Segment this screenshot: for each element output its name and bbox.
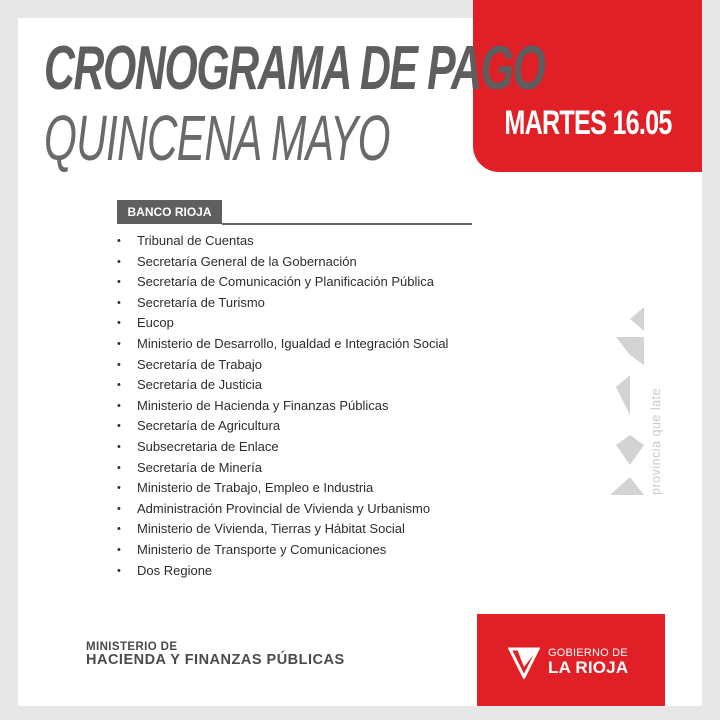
- entity-list-item: [116, 231, 448, 252]
- gobierno-emblem-icon: [508, 643, 540, 679]
- bullet-icon: •: [117, 276, 121, 289]
- bullet-icon: •: [117, 337, 121, 350]
- entity-list-item: [116, 313, 448, 334]
- entity-list-item: [116, 252, 448, 273]
- bullet-icon: •: [117, 255, 121, 268]
- bullet-icon: •: [117, 502, 121, 515]
- bullet-icon: •: [117, 440, 121, 453]
- gov-wordmark: [548, 647, 628, 678]
- entity-name: Ministerio de Desarrollo, Igualdad e Integración Social: [137, 335, 449, 351]
- entity-name: Dos Regione: [137, 562, 213, 578]
- entity-name: Ministerio de Trabajo, Empleo e Industria: [137, 480, 374, 496]
- entity-list-item: [116, 355, 448, 376]
- entity-list-item: [116, 293, 448, 314]
- entity-list-item: [116, 437, 448, 458]
- bullet-icon: •: [117, 358, 121, 371]
- entity-list: [116, 231, 448, 581]
- entity-name: Secretaría General de la Gobernación: [137, 253, 357, 269]
- entity-list-item: [116, 396, 448, 417]
- entity-list-item: [116, 499, 448, 520]
- title-main: CRONOGRAMA DE PAGO: [44, 34, 545, 103]
- bullet-icon: •: [117, 564, 121, 577]
- gov-line1: GOBIERNO DE: [548, 647, 628, 659]
- entity-list-item: [116, 519, 448, 540]
- entity-name: Ministerio de Hacienda y Finanzas Públicas: [137, 397, 389, 413]
- entity-list-item: [116, 334, 448, 355]
- bullet-icon: •: [117, 317, 121, 330]
- gov-line2: LA RIOJA: [548, 658, 629, 678]
- bullet-icon: •: [117, 482, 121, 495]
- entity-name: Secretaría de Agricultura: [137, 418, 281, 434]
- la-rioja-watermark-icon: [608, 305, 672, 505]
- entity-name: Secretaría de Comunicación y Planificación Pública: [137, 274, 434, 290]
- entity-name: Eucop: [137, 315, 174, 331]
- bullet-icon: •: [117, 523, 121, 536]
- entity-list-item: [116, 416, 448, 437]
- bullet-icon: •: [117, 461, 121, 474]
- entity-list-item: [116, 458, 448, 479]
- entity-list-item: [116, 540, 448, 561]
- ministry-line1: MINISTERIO DE: [86, 641, 178, 653]
- entity-name: Tribunal de Cuentas: [137, 233, 254, 248]
- entity-name: Secretaría de Turismo: [137, 294, 265, 310]
- entity-list-item: [116, 561, 448, 582]
- entity-name: Ministerio de Vivienda, Tierras y Hábitat Social: [137, 521, 405, 537]
- ministry-signature: [86, 641, 345, 668]
- bullet-icon: •: [117, 235, 121, 247]
- entity-list-item: [116, 478, 448, 499]
- payment-date: MARTES 16.05: [504, 104, 672, 142]
- entity-name: Secretaría de Trabajo: [137, 356, 263, 372]
- bullet-icon: •: [117, 379, 121, 392]
- title-sub: QUINCENA MAYO: [44, 102, 390, 174]
- entity-list-item: [116, 375, 448, 396]
- entity-list-item: [116, 272, 448, 293]
- bullet-icon: •: [117, 296, 121, 309]
- bullet-icon: •: [117, 543, 121, 556]
- entity-name: Administración Provincial de Vivienda y Urbanismo: [137, 500, 431, 516]
- bullet-icon: •: [117, 420, 121, 433]
- section-divider: [222, 223, 472, 225]
- entity-name: Secretaría de Justicia: [137, 377, 263, 393]
- entity-name: Ministerio de Transporte y Comunicaciones: [137, 541, 387, 557]
- bullet-icon: •: [117, 399, 121, 412]
- entity-name: Secretaría de Minería: [137, 459, 263, 475]
- watermark-tagline: provincia que late: [649, 388, 663, 495]
- bank-label: BANCO RIOJA: [117, 200, 222, 224]
- entity-name: Subsecretaria de Enlace: [137, 438, 279, 454]
- ministry-line2: HACIENDA Y FINANZAS PÚBLICAS: [86, 652, 345, 669]
